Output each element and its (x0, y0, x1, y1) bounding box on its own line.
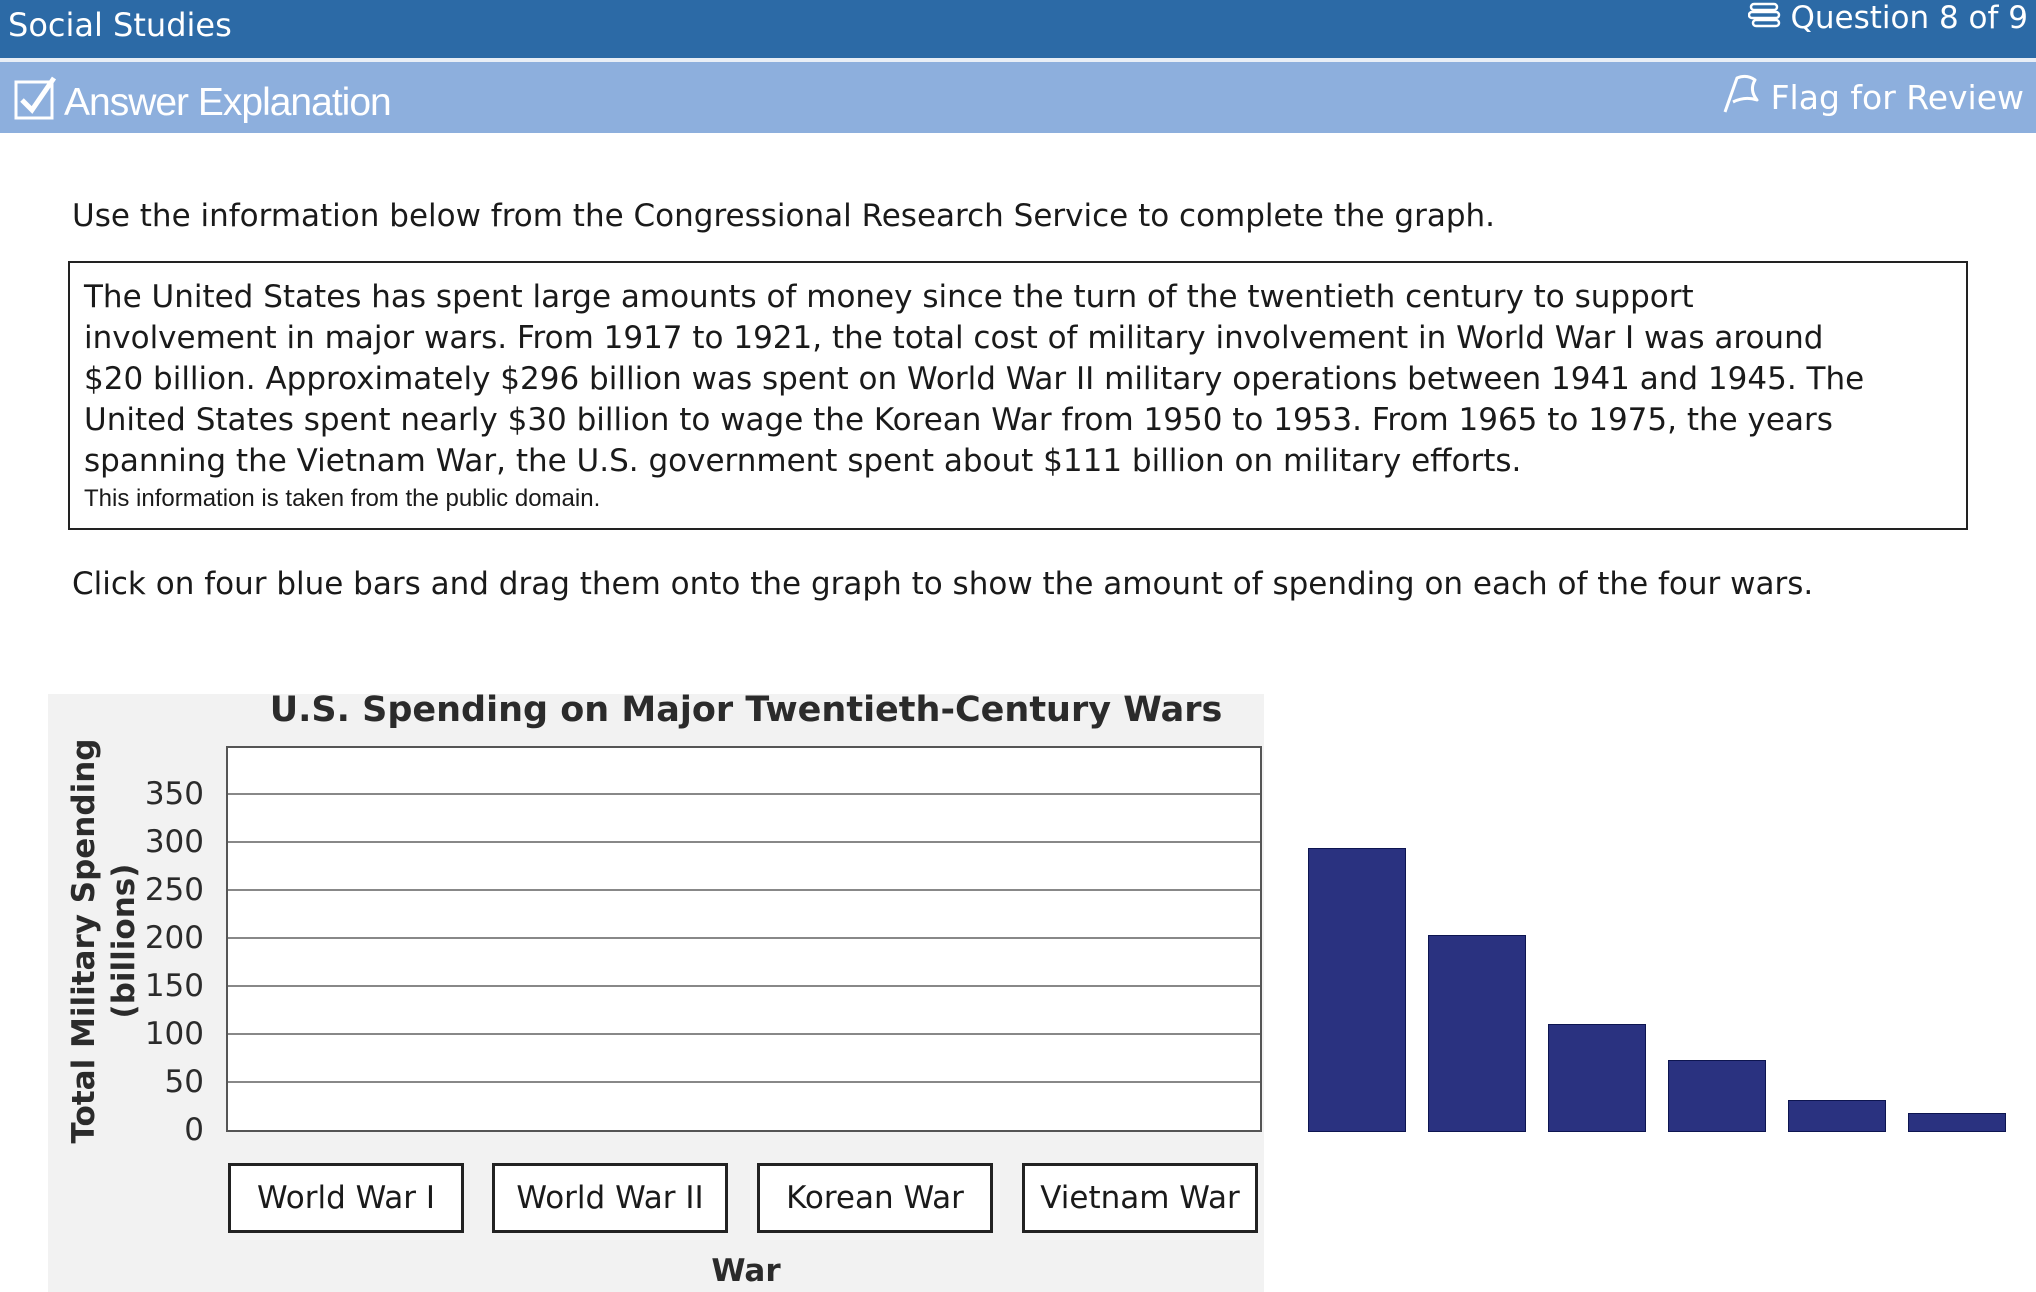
draggable-bar[interactable] (1788, 1100, 1886, 1132)
y-tick-label: 200 (144, 920, 204, 956)
flag-for-review-label: Flag for Review (1770, 77, 2024, 117)
flag-for-review-button[interactable] (1721, 72, 2024, 122)
draggable-bar[interactable] (1308, 848, 1406, 1132)
graph-drop-area[interactable] (226, 746, 1262, 1132)
passage-line: The United States has spent large amounts of money since the turn of the twentieth century to support (84, 279, 1694, 315)
y-tick-label: 50 (164, 1064, 204, 1100)
draggable-bar[interactable] (1428, 935, 1526, 1132)
answer-explanation-button[interactable] (14, 76, 391, 130)
y-tick-label: 300 (144, 824, 204, 860)
gridline (228, 793, 1260, 795)
draggable-bar[interactable] (1908, 1113, 2006, 1132)
y-axis-label-line: Total Military Spending (66, 738, 102, 1144)
task-instruction: Click on four blue bars and drag them onto the graph to show the amount of spending on each of the four wars. (72, 566, 1814, 602)
x-axis-label: War (711, 1253, 781, 1289)
question-counter[interactable] (1748, 2, 2028, 34)
gridline (228, 841, 1260, 843)
category-slot-world-war-ii[interactable]: World War II (492, 1163, 728, 1233)
header-bar (0, 0, 2036, 58)
passage-line: spanning the Vietnam War, the U.S. government spent about $111 billion on military efforts. (84, 443, 1522, 479)
category-slot-korean-war[interactable]: Korean War (757, 1163, 993, 1233)
category-slot-vietnam-war[interactable]: Vietnam War (1022, 1163, 1258, 1233)
answer-explanation-label: Answer Explanation (64, 81, 391, 124)
gridline (228, 1033, 1260, 1035)
gridline (228, 1081, 1260, 1083)
gridline (228, 889, 1260, 891)
y-tick-label: 150 (144, 968, 204, 1004)
passage-line: involvement in major wars. From 1917 to 1921, the total cost of military involvement in World War I was around (84, 320, 1824, 356)
draggable-bar[interactable] (1548, 1024, 1646, 1132)
flag-icon (1721, 72, 1761, 122)
y-tick-label: 350 (144, 776, 204, 812)
category-slot-world-war-i[interactable]: World War I (228, 1163, 464, 1233)
passage-line: United States spent nearly $30 billion to wage the Korean War from 1950 to 1953. From 1965 to 1975, the years (84, 402, 1833, 438)
y-tick-label: 0 (184, 1112, 204, 1148)
y-tick-label: 100 (144, 1016, 204, 1052)
passage-credit: This information is taken from the public domain. (84, 485, 601, 512)
draggable-bar[interactable] (1668, 1060, 1766, 1132)
question-counter-label: Question 8 of 9 (1790, 0, 2028, 36)
toolbar (0, 62, 2036, 133)
y-axis-label-line: (billions) (106, 863, 142, 1019)
question-list-icon (1748, 2, 1782, 34)
passage-line: $20 billion. Approximately $296 billion was spent on World War II military operations between 1941 and 1945. The (84, 361, 1865, 397)
subject-title: Social Studies (8, 6, 232, 44)
y-tick-label: 250 (144, 872, 204, 908)
checkbox-check-icon (14, 76, 58, 130)
question-instruction: Use the information below from the Congressional Research Service to complete the graph. (72, 198, 1496, 234)
source-passage-box (68, 261, 1968, 530)
chart-title: U.S. Spending on Major Twentieth-Century Wars (269, 690, 1223, 730)
gridline (228, 937, 1260, 939)
gridline (228, 985, 1260, 987)
